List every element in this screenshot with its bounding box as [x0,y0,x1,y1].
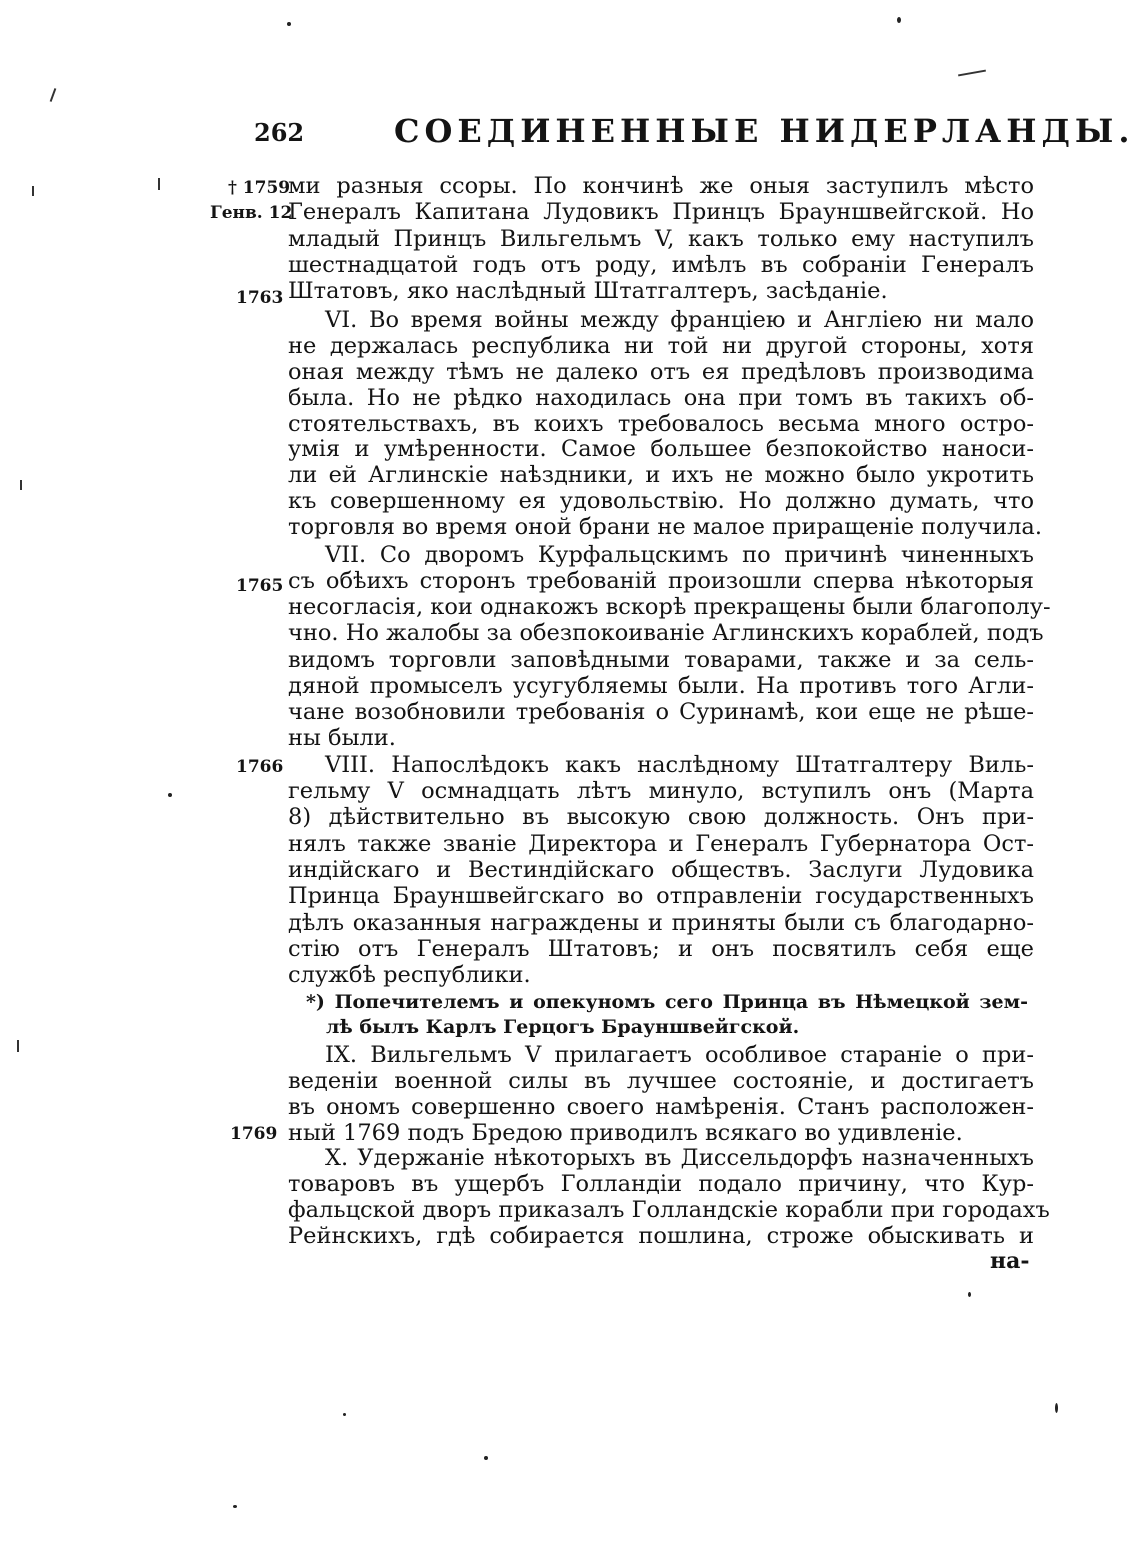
text-line: дѣлъ оказанныя награждены и приняты были съ благодарно- [288,910,1034,936]
scan-mark [958,70,986,77]
text-line: видомъ торговли заповѣдными товарами, также и за сель- [288,647,1034,673]
text-line: веденiи военной силы въ лучшее состоянiе, и достигаетъ [288,1068,1034,1094]
scan-mark [50,88,57,102]
margin-note: 1765 [236,576,284,596]
text-line: чане возобновили требованiя о Суринамѣ, кои еще не рѣше- [288,699,1034,725]
text-line: умiя и умѣренности. Самое большее безпокойство наноси- [288,436,1034,462]
scan-mark [20,480,22,490]
page-header [254,112,1135,156]
text-line: службѣ республики. [288,962,531,988]
scan-speck [343,1413,346,1416]
paragraph-start: VI. Во время войны между францiею и Англiею ни мало [325,307,1034,333]
scan-speck [233,1505,237,1508]
text-line: въ ономъ совершенно своего намѣренiя. Станъ расположен- [288,1094,1034,1120]
scan-speck [287,22,291,26]
text-line: не держалась республика ни той ни другой стороны, хотя [288,333,1034,359]
scan-speck [1055,1403,1058,1413]
text-line: Штатовъ, яко наслѣдный Штатгалтеръ, засѣданiе. [288,278,888,304]
text-line: 8) дѣйствительно въ высокую свою должность. Онъ при- [288,804,1034,830]
text-line: ны были. [288,725,396,751]
text-line: индiйскаго и Вестиндiйскаго обществъ. Заслуги Лудовика [288,857,1034,883]
text-line: гельму V осмнадцать лѣтъ минуло, вступилъ онъ (Марта [288,778,1034,804]
scan-speck [968,1292,971,1297]
text-line: стоятельствахъ, въ коихъ требовалось весьма много остро- [288,411,1034,437]
scan-mark [32,186,34,196]
text-line: была. Но не рѣдко находилась она при томъ въ такихъ об- [288,385,1034,411]
margin-note: 1763 [236,288,284,308]
text-line: товаровъ въ ущербъ Голландiи подало причину, что Кур- [288,1171,1034,1197]
text-line: Генералъ Капитана Лудовикъ Принцъ Брауншвейгской. Но [288,199,1034,225]
margin-note: Генв. 12 [210,203,293,223]
scan-mark [17,1040,19,1052]
text-line: нялъ также званiе Директора и Генералъ Губернатора Ост- [288,831,1034,857]
text-line: Рейнскихъ, гдѣ собирается пошлина, строже обыскивать и [288,1223,1034,1249]
margin-note: 1769 [230,1124,278,1144]
scan-speck [168,793,172,797]
text-line: къ совершенному ея удовольствiю. Но должно думать, что [288,488,1034,514]
text-line: несогласiя, кои однакожъ вскорѣ прекращены были благополу- [288,594,1051,620]
text-line: дяной промыселъ усугубляемы были. На противъ того Агли- [288,673,1034,699]
text-line: шестнадцатой годъ отъ роду, имѣлъ въ собранiи Генералъ [288,252,1034,278]
text-line: ми разныя ссоры. По кончинѣ же оныя заступилъ мѣсто [288,173,1034,199]
text-line: фальцской дворъ приказалъ Голландскiе корабли при городахъ [288,1197,1050,1223]
paragraph-start: VIII. Напослѣдокъ какъ наслѣдному Штатгалтеру Виль- [325,752,1034,778]
text-line: ный 1769 подъ Бредою приводилъ всякаго во удивленiе. [288,1120,963,1146]
paragraph-start: IX. Вильгельмъ V прилагаетъ особливое старанiе о при- [325,1042,1034,1068]
scan-speck [484,1456,488,1460]
margin-note: † 1759 [228,178,291,198]
text-line: ли ей Аглинскiе наѣздники, и ихъ не можно было укротить [288,462,1034,488]
text-line: Принца Брауншвейгскаго во отправленiи государственныхъ [288,883,1034,909]
catchword: на- [990,1248,1030,1274]
paragraph-start: VII. Со дворомъ Курфальцскимъ по причинѣ чиненныхъ [325,542,1034,568]
running-title: СОЕДИНЕННЫЕ НИДЕРЛАНДЫ. [394,112,1135,150]
scan-mark [158,178,160,190]
text-line: чно. Но жалобы за обезпокоиванiе Аглинскихъ кораблей, подъ [288,620,1044,646]
text-line: младый Принцъ Вильгельмъ V, какъ только ему наступилъ [288,226,1034,252]
paragraph-start: X. Удержанiе нѣкоторыхъ въ Диссельдорфъ назначенныхъ [325,1145,1034,1171]
text-line: съ обѣихъ сторонъ требованiй произошли сперва нѣкоторыя [288,568,1034,594]
footnote-line: лѣ былъ Карлъ Герцогъ Брауншвейгской. [326,1016,800,1038]
page-number: 262 [254,118,305,147]
text-line: стiю отъ Генералъ Штатовъ; и онъ посвятилъ себя еще [288,936,1034,962]
text-line: торговля во время оной брани не малое приращенiе получила. [288,514,1042,540]
scan-speck [897,17,901,23]
footnote-line: *) Попечителемъ и опекуномъ сего Принца въ Нѣмецкой зем- [306,991,1028,1013]
text-line: оная между тѣмъ не далеко отъ ея предѣловъ производима [288,359,1034,385]
margin-note: 1766 [236,757,284,777]
